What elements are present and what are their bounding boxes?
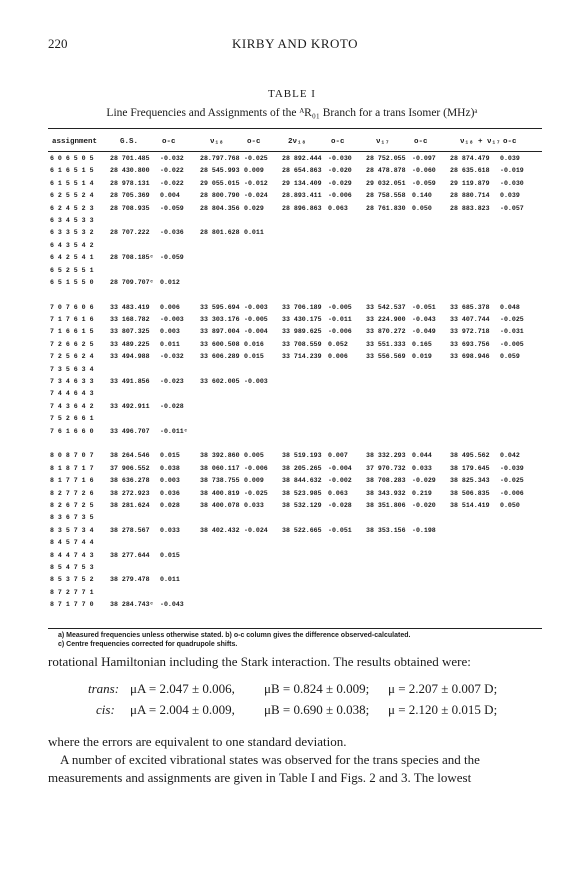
o-c-cell: -0.011 [328,316,352,324]
assignment-cell: 7 2 6 6 2 5 [50,340,94,348]
frequency-cell: 38 332.293 [366,452,406,460]
frequency-cell: 33 483.419 [110,303,150,311]
assignment-cell: 8 2 7 7 2 6 [50,489,94,497]
frequency-cell: 38 523.985 [282,489,322,497]
o-c-cell: -0.005 [244,316,268,324]
o-c-cell: -0.022 [160,179,184,187]
o-c-cell: 0.011 [160,576,180,584]
o-c-cell: -0.060 [412,167,436,175]
frequency-cell: 33 494.988 [110,353,150,361]
o-c-cell: 0.038 [160,464,180,472]
frequency-cell: 28 708.185ᶜ [110,254,154,262]
footnote-c: c) Centre frequencies corrected for quadrupole shifts. [58,641,238,648]
o-c-cell: -0.005 [328,303,352,311]
o-c-cell: -0.059 [160,254,184,262]
frequency-cell: 38 402.432 [200,526,240,534]
frequency-cell: 28 758.558 [366,192,406,200]
col-header: 2ν₁₈ [288,138,307,146]
table-body [48,153,542,611]
o-c-cell: 0.006 [328,353,348,361]
frequency-cell: 38 279.478 [110,576,150,584]
frequency-cell: 33 714.239 [282,353,322,361]
o-c-cell: 0.006 [160,303,180,311]
frequency-cell: 33 606.289 [200,353,240,361]
body-line-3: A number of excited vibrational states was observed for the trans species and the [60,752,480,767]
table-row [48,277,542,289]
o-c-cell: -0.030 [328,155,352,162]
assignment-cell: 6 4 2 5 4 1 [50,254,94,262]
body-line-2: where the errors are equivalent to one standard deviation. [48,734,347,749]
assignment-cell: 8 4 5 7 4 4 [50,539,94,547]
equation-cis [88,702,528,720]
o-c-cell: -0.025 [244,489,268,497]
mu-a-value: μA = 2.047 ± 0.006, [130,681,235,696]
frequency-cell: 33 602.005 [200,378,240,386]
o-c-cell: -0.020 [412,501,436,509]
col-header: assignment [52,138,98,146]
table-row [48,587,542,599]
table-row [48,165,542,177]
o-c-cell: 0.007 [328,452,348,460]
frequency-cell: 33 556.569 [366,353,406,361]
frequency-cell: 38 277.644 [110,551,150,559]
frequency-cell: 38 844.632 [282,477,322,485]
table-bottom-rule [48,628,542,629]
o-c-cell: 0.063 [328,489,348,497]
o-c-cell: 0.052 [328,340,348,348]
table-row [48,203,542,215]
frequency-cell: 28 761.830 [366,204,406,212]
o-c-cell: -0.004 [328,464,352,472]
assignment-cell: 7 5 2 6 6 1 [50,415,94,423]
o-c-cell: 0.029 [244,204,264,212]
frequency-cell: 38 060.117 [200,464,240,472]
table-row [48,413,542,425]
table-caption: Line Frequencies and Assignments of the ᴬR₀₁ Branch for a trans Isomer (MHz)ᵃ [106,107,478,119]
frequency-cell: 33 489.225 [110,340,150,348]
frequency-cell: 38 825.343 [450,477,490,485]
frequency-cell: 38 636.278 [110,477,150,485]
frequency-cell: 38 343.932 [366,489,406,497]
assignment-cell: 8 3 6 7 3 5 [50,514,94,522]
frequency-cell: 33 224.900 [366,316,406,324]
frequency-cell: 33 430.175 [282,316,322,324]
frequency-cell: 28 654.863 [282,167,322,175]
assignment-cell: 6 3 3 5 3 2 [50,229,94,237]
assignment-cell: 6 1 6 5 1 5 [50,167,94,175]
frequency-cell: 33 407.744 [450,316,490,324]
o-c-cell: 0.042 [500,452,520,460]
o-c-cell: -0.025 [500,316,524,324]
assignment-cell: 8 1 7 7 1 6 [50,477,94,485]
assignment-cell: 6 5 1 5 5 0 [50,278,94,286]
mu-value: μ = 2.120 ± 0.015 D; [388,702,498,717]
o-c-cell: 0.033 [160,526,180,534]
o-c-cell: -0.097 [412,155,436,162]
col-header: o-c [503,138,517,146]
frequency-cell: 28 801.628 [200,229,240,237]
equation-trans [88,681,528,699]
o-c-cell: 0.140 [412,192,432,200]
o-c-cell: -0.024 [244,526,268,534]
frequency-cell: 38 278.567 [110,526,150,534]
assignment-cell: 8 7 1 7 7 0 [50,601,94,609]
table-row [48,153,542,165]
frequency-cell: 29 119.879 [450,179,490,187]
col-header: o-c [247,138,261,146]
table-row [48,500,542,512]
o-c-cell: 0.019 [412,353,432,361]
o-c-cell: 0.011 [160,340,180,348]
o-c-cell: -0.025 [500,477,524,485]
table-row [48,574,542,586]
page-header [48,36,542,54]
o-c-cell: -0.024 [244,192,268,200]
frequency-cell: 28 800.790 [200,192,240,200]
o-c-cell: -0.051 [412,303,436,311]
o-c-cell: -0.012 [244,179,268,187]
table-row [48,227,542,239]
table-row [48,252,542,264]
o-c-cell: 0.050 [412,204,432,212]
o-c-cell: 0.039 [500,192,520,200]
frequency-cell: 37 970.732 [366,464,406,472]
o-c-cell: -0.025 [244,155,268,162]
o-c-cell: 0.219 [412,489,432,497]
o-c-cell: -0.011ᶜ [160,427,188,435]
table-row [48,351,542,363]
col-header: G.S. [120,138,139,146]
o-c-cell: -0.049 [412,328,436,336]
frequency-cell: 38 353.156 [366,526,406,534]
o-c-cell: -0.031 [500,328,524,336]
table-row [48,450,542,462]
frequency-cell: 28 635.618 [450,167,490,175]
o-c-cell: 0.003 [160,477,180,485]
frequency-cell: 28 978.131 [110,179,150,187]
o-c-cell: -0.043 [160,601,184,609]
frequency-cell: 33 897.004 [200,328,240,336]
table-row [48,190,542,202]
assignment-cell: 7 6 1 6 6 0 [50,427,94,435]
frequency-cell: 38 519.193 [282,452,322,460]
table-row [48,240,542,252]
frequency-cell: 33 706.189 [282,303,322,311]
frequency-cell: 38 272.923 [110,489,150,497]
frequency-cell: 28 752.055 [366,155,406,162]
frequency-cell: 33 492.911 [110,402,150,410]
frequency-cell: 33 708.559 [282,340,322,348]
o-c-cell: -0.043 [412,316,436,324]
o-c-cell: 0.016 [244,340,264,348]
frequency-cell: 33 168.782 [110,316,150,324]
frequency-cell: 28 707.222 [110,229,150,237]
footnote-a: a) Measured frequencies unless otherwise stated. b) o-c column gives the difference observed-calculated. [58,632,411,639]
o-c-cell: -0.020 [328,167,352,175]
frequency-cell: 29 032.051 [366,179,406,187]
table-row [48,326,542,338]
col-header: ν₁₈ [210,138,224,146]
frequency-cell: 28 701.485 [110,155,150,162]
frequency-cell: 38 738.755 [200,477,240,485]
table-row [48,376,542,388]
o-c-cell: -0.006 [244,464,268,472]
frequency-cell: 38 495.562 [450,452,490,460]
table-header-rule [48,151,542,152]
assignment-cell: 8 4 4 7 4 3 [50,551,94,559]
assignment-cell: 7 0 7 6 0 6 [50,303,94,311]
assignment-cell: 6 3 4 5 3 3 [50,216,94,224]
o-c-cell: 0.028 [160,501,180,509]
table-row [48,562,542,574]
col-header: ν₁₈ + ν₁₇ [460,138,501,146]
o-c-cell: -0.006 [328,192,352,200]
assignment-cell: 6 2 4 5 2 3 [50,204,94,212]
assignment-cell: 6 0 6 5 0 5 [50,155,94,162]
o-c-cell: -0.032 [160,155,184,162]
body-line-4: measurements and assignments are given in Table I and Figs. 2 and 3. The lowest [48,770,472,785]
o-c-cell: 0.003 [160,328,180,336]
assignment-cell: 6 5 2 5 5 1 [50,266,94,274]
assignment-cell: 7 3 5 6 3 4 [50,365,94,373]
frequency-cell: 38 400.078 [200,501,240,509]
equation-label: cis: [96,702,115,717]
frequency-cell: 33 698.946 [450,353,490,361]
frequency-cell: 33 551.333 [366,340,406,348]
o-c-cell: -0.003 [244,303,268,311]
mu-a-value: μA = 2.004 ± 0.009, [130,702,235,717]
frequency-cell: 33 542.537 [366,303,406,311]
table-label: TABLE I [268,88,316,100]
frequency-cell: 33 972.718 [450,328,490,336]
o-c-cell: 0.050 [500,501,520,509]
assignment-cell: 8 0 8 7 0 7 [50,452,94,460]
page-number: 220 [48,36,68,51]
o-c-cell: -0.023 [160,378,184,386]
assignment-cell: 8 1 8 7 1 7 [50,464,94,472]
frequency-cell: 33 693.756 [450,340,490,348]
frequency-cell: 28 478.878 [366,167,406,175]
table-row [48,364,542,376]
table-row [48,178,542,190]
assignment-cell: 8 5 4 7 5 3 [50,563,94,571]
frequency-cell: 38 205.265 [282,464,322,472]
frequency-cell: 28.797.768 [200,155,240,162]
frequency-cell: 28 709.707ᶜ [110,278,154,286]
o-c-cell: 0.012 [160,278,180,286]
frequency-cell: 28 705.369 [110,192,150,200]
frequency-cell: 38 264.546 [110,452,150,460]
frequency-cell: 37 906.552 [110,464,150,472]
o-c-cell: -0.005 [500,340,524,348]
assignment-cell: 7 4 3 6 4 2 [50,402,94,410]
frequency-cell: 33 496.707 [110,427,150,435]
frequency-cell: 33 870.272 [366,328,406,336]
o-c-cell: -0.051 [328,526,352,534]
table-header [48,138,542,152]
running-title: KIRBY AND KROTO [232,36,358,51]
o-c-cell: 0.009 [244,167,264,175]
o-c-cell: -0.002 [328,477,352,485]
o-c-cell: 0.033 [412,464,432,472]
o-c-cell: 0.015 [244,353,264,361]
frequency-cell: 38 179.645 [450,464,490,472]
frequency-cell: 38 400.819 [200,489,240,497]
table-row [48,512,542,524]
assignment-cell: 6 1 5 5 1 4 [50,179,94,187]
frequency-cell: 28 896.863 [282,204,322,212]
frequency-cell: 33 807.325 [110,328,150,336]
table-row [48,525,542,537]
o-c-cell: -0.028 [328,501,352,509]
frequency-cell: 33 595.694 [200,303,240,311]
o-c-cell: -0.003 [160,316,184,324]
col-header: ν₁₇ [376,138,390,146]
o-c-cell: -0.006 [328,328,352,336]
mu-value: μ = 2.207 ± 0.007 D; [388,681,498,696]
assignment-cell: 7 1 6 6 1 5 [50,328,94,336]
frequency-cell: 38 506.835 [450,489,490,497]
table-row [48,265,542,277]
assignment-cell: 8 3 5 7 3 4 [50,526,94,534]
assignment-cell: 8 2 6 7 2 5 [50,501,94,509]
o-c-cell: -0.029 [412,477,436,485]
o-c-cell: 0.036 [160,489,180,497]
table-row [48,401,542,413]
o-c-cell: -0.006 [500,489,524,497]
frequency-cell: 28 804.356 [200,204,240,212]
o-c-cell: 0.165 [412,340,432,348]
o-c-cell: -0.032 [160,353,184,361]
table-row [48,550,542,562]
o-c-cell: -0.022 [160,167,184,175]
table-row [48,388,542,400]
frequency-cell: 28 880.714 [450,192,490,200]
table-row [48,599,542,611]
frequency-cell: 38 522.665 [282,526,322,534]
body-line-1: rotational Hamiltonian including the Stark interaction. The results obtained were: [48,654,471,669]
assignment-cell: 7 3 4 6 3 3 [50,378,94,386]
mu-b-value: μB = 0.824 ± 0.009; [264,681,370,696]
o-c-cell: -0.019 [500,167,524,175]
o-c-cell: -0.039 [500,464,524,472]
equation-label: trans: [88,681,120,696]
frequency-cell: 28 883.823 [450,204,490,212]
frequency-cell: 33 303.176 [200,316,240,324]
table-row [48,302,542,314]
mu-b-value: μB = 0.690 ± 0.038; [264,702,370,717]
frequency-cell: 38 392.860 [200,452,240,460]
frequency-cell: 38 708.283 [366,477,406,485]
assignment-cell: 7 4 4 6 4 3 [50,390,94,398]
col-header: o-c [414,138,428,146]
col-header: o-c [331,138,345,146]
table-row [48,426,542,438]
o-c-cell: 0.063 [328,204,348,212]
o-c-cell: 0.044 [412,452,432,460]
o-c-cell: 0.015 [160,452,180,460]
assignment-cell: 8 5 3 7 5 2 [50,576,94,584]
assignment-cell: 7 2 5 6 2 4 [50,353,94,361]
o-c-cell: 0.039 [500,155,520,162]
frequency-cell: 28 430.800 [110,167,150,175]
frequency-cell: 33 600.508 [200,340,240,348]
assignment-cell: 6 4 3 5 4 2 [50,241,94,249]
o-c-cell: 0.011 [244,229,264,237]
table-row [48,488,542,500]
o-c-cell: 0.015 [160,551,180,559]
o-c-cell: -0.004 [244,328,268,336]
o-c-cell: -0.057 [500,204,524,212]
frequency-cell: 28 708.935 [110,204,150,212]
frequency-cell: 38 351.806 [366,501,406,509]
frequency-cell: 28 874.479 [450,155,490,162]
o-c-cell: 0.004 [160,192,180,200]
table-top-rule [48,128,542,129]
frequency-cell: 28 892.444 [282,155,322,162]
frequency-cell: 28.893.411 [282,192,322,200]
o-c-cell: 0.009 [244,477,264,485]
frequency-cell: 38 281.624 [110,501,150,509]
o-c-cell: -0.003 [244,378,268,386]
frequency-cell: 38 514.419 [450,501,490,509]
table-row [48,314,542,326]
o-c-cell: 0.033 [244,501,264,509]
table-row [48,537,542,549]
assignment-cell: 8 7 2 7 7 1 [50,588,94,596]
o-c-cell: -0.029 [328,179,352,187]
frequency-cell: 28 545.993 [200,167,240,175]
o-c-cell: -0.059 [160,204,184,212]
table-row [48,463,542,475]
frequency-cell: 33 989.625 [282,328,322,336]
o-c-cell: 0.059 [500,353,520,361]
assignment-cell: 7 1 7 6 1 6 [50,316,94,324]
table-row [48,339,542,351]
table-row [48,215,542,227]
col-header: o-c [162,138,176,146]
frequency-cell: 38 284.743ᶜ [110,601,154,609]
o-c-cell: 0.005 [244,452,264,460]
assignment-cell: 6 2 5 5 2 4 [50,192,94,200]
o-c-cell: -0.028 [160,402,184,410]
o-c-cell: 0.048 [500,303,520,311]
group-gap [48,289,542,301]
group-gap [48,438,542,450]
frequency-cell: 33 491.856 [110,378,150,386]
frequency-cell: 33 685.378 [450,303,490,311]
o-c-cell: -0.059 [412,179,436,187]
o-c-cell: -0.036 [160,229,184,237]
o-c-cell: -0.030 [500,179,524,187]
frequency-cell: 38 532.129 [282,501,322,509]
o-c-cell: -0.198 [412,526,436,534]
frequency-cell: 29 134.409 [282,179,322,187]
table-row [48,475,542,487]
frequency-cell: 29 055.015 [200,179,240,187]
